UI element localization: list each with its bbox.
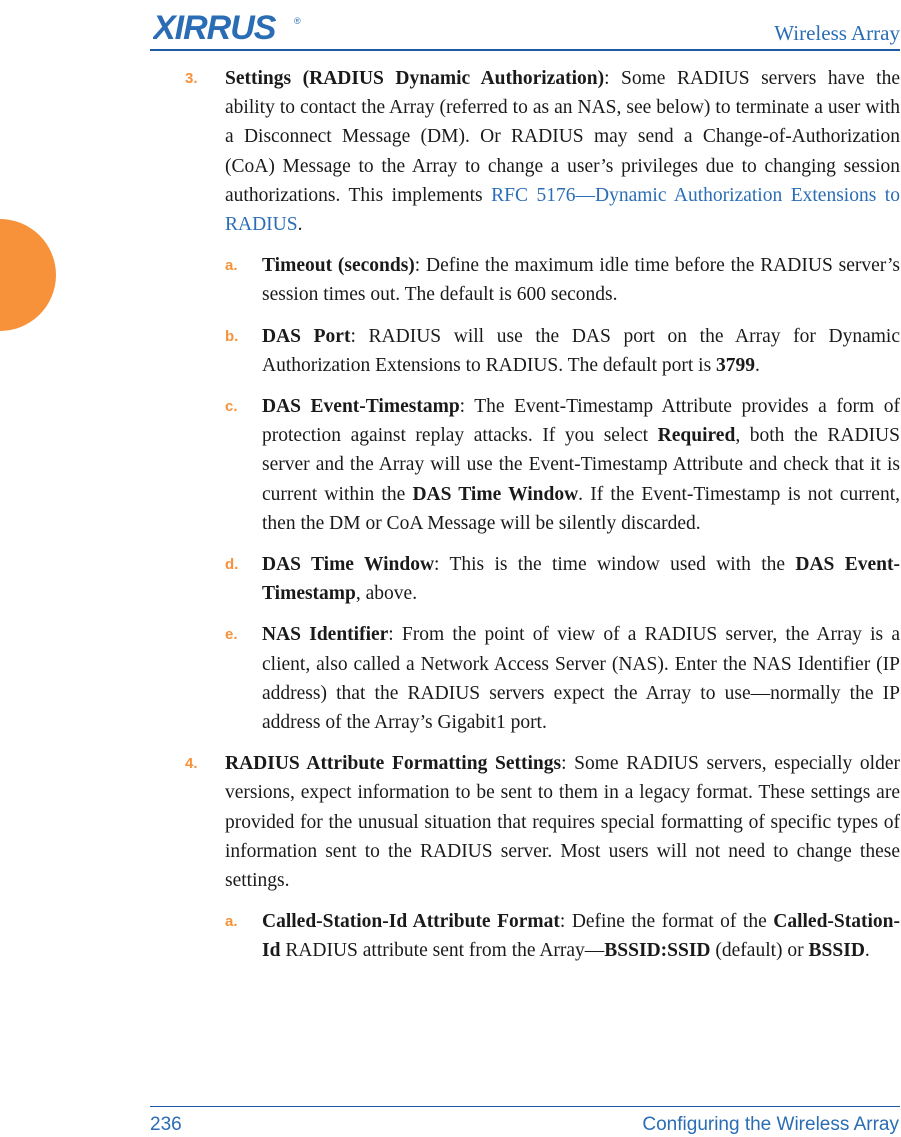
sub-text: : Define the maximum idle time before the RADIUS server’s session times out. The default is 600 seconds. — [262, 255, 900, 306]
default-port-value: 3799 — [716, 354, 756, 376]
sub-number: a. — [225, 257, 238, 275]
sub-text: RADIUS attribute sent from the Array— — [280, 940, 605, 962]
sub-number: a. — [225, 913, 238, 931]
page-content — [185, 64, 900, 978]
called-station-id-term: Called-Station-Id — [262, 911, 900, 962]
page-number: 236 — [150, 1114, 182, 1135]
xirrus-logo — [153, 10, 303, 47]
sub-item-das-time-window — [225, 550, 900, 608]
header-rule — [150, 49, 900, 51]
item-title: Settings (RADIUS Dynamic Authorization) — [225, 68, 605, 89]
running-title: Wireless Array — [774, 21, 900, 45]
sub-text: , both the RADIUS server and the Array will use the Event-Timestamp Attribute and check that it is current within the — [262, 425, 900, 505]
sub-text: : The Event-Timestamp Attribute provides a form of protection against replay attacks. If you select — [262, 396, 900, 447]
sub-title: DAS Port — [262, 325, 351, 347]
rfc-link[interactable]: RFC 5176—Dynamic Authorization Extensions to RADIUS — [225, 184, 900, 236]
bssid-term: BSSID — [808, 940, 865, 962]
sub-title: DAS Time Window — [262, 554, 435, 576]
item-number: 4. — [185, 755, 198, 773]
sub-text: : RADIUS will use the DAS port on the Array for Dynamic Authorization Extensions to RADIUS. The default port is — [262, 325, 900, 376]
sub-text: . If the Event-Timestamp is not current, then the DM or CoA Message will be silently discarded. — [262, 483, 900, 534]
sub-end: . — [864, 940, 870, 962]
logo-wordmark: XIRRUS — [153, 10, 276, 42]
sub-item-das-port — [225, 322, 900, 380]
item-number: 3. — [185, 70, 198, 87]
list-item-3 — [185, 64, 900, 239]
bssid-ssid-term: BSSID:SSID — [604, 940, 711, 962]
registered-mark: ® — [294, 16, 301, 26]
item-text: : Some RADIUS servers, especially older versions, expect information to be sent to them in a legacy format. These settings are provided for the unusual situation that requires special formatting of specific types of information sent to the RADIUS server. Most users will not need to change these settings. — [225, 753, 900, 892]
sub-text: : Define the format of the — [559, 911, 774, 933]
sub-item-called-station-id — [225, 907, 900, 965]
sub-title: Called-Station-Id Attribute Format — [262, 911, 560, 933]
page-header — [150, 8, 901, 50]
item-text: : Some RADIUS servers have the ability to contact the Array (referred to as an NAS, see below) to terminate a user with a Disconnect Message (DM). Or RADIUS may send a Change-of-Authorization (CoA) Message to the Array to change a user’s privileges due to changing session authorizations. This implements — [225, 68, 900, 206]
required-term: Required — [657, 425, 736, 447]
list-item-4 — [185, 749, 900, 895]
sublist-4 — [225, 907, 900, 965]
sub-item-das-event-timestamp — [225, 392, 900, 538]
sub-title: NAS Identifier — [262, 624, 389, 646]
sub-end: . — [755, 354, 760, 376]
sub-number: d. — [225, 556, 239, 574]
sub-text: : From the point of view of a RADIUS server, the Array is a client, also called a Network Access Server (NAS). Enter the NAS Identifier (IP address) that the RADIUS servers expect the Array to use—normally the IP address of the Array’s Gigabit1 port. — [262, 624, 900, 734]
footer-rule — [150, 1106, 900, 1107]
sub-text: , above. — [355, 583, 418, 605]
sub-text: (default) or — [710, 940, 809, 962]
sub-item-timeout — [225, 251, 900, 309]
item-end: . — [297, 214, 303, 236]
chapter-tab-marker — [0, 219, 56, 331]
sub-number: c. — [225, 398, 238, 416]
das-event-timestamp-term: DAS Event-Timestamp — [262, 554, 900, 605]
sublist-3 — [225, 251, 900, 737]
sub-number: e. — [225, 626, 238, 644]
sub-number: b. — [225, 327, 239, 345]
das-time-window-term: DAS Time Window — [412, 483, 579, 505]
footer-title: Configuring the Wireless Array — [642, 1114, 899, 1135]
sub-title: DAS Event-Timestamp — [262, 396, 460, 418]
sub-item-nas-identifier — [225, 620, 900, 737]
sub-title: Timeout (seconds) — [262, 255, 415, 277]
sub-text: : This is the time window used with the — [434, 554, 796, 576]
item-title: RADIUS Attribute Formatting Settings — [225, 753, 562, 775]
